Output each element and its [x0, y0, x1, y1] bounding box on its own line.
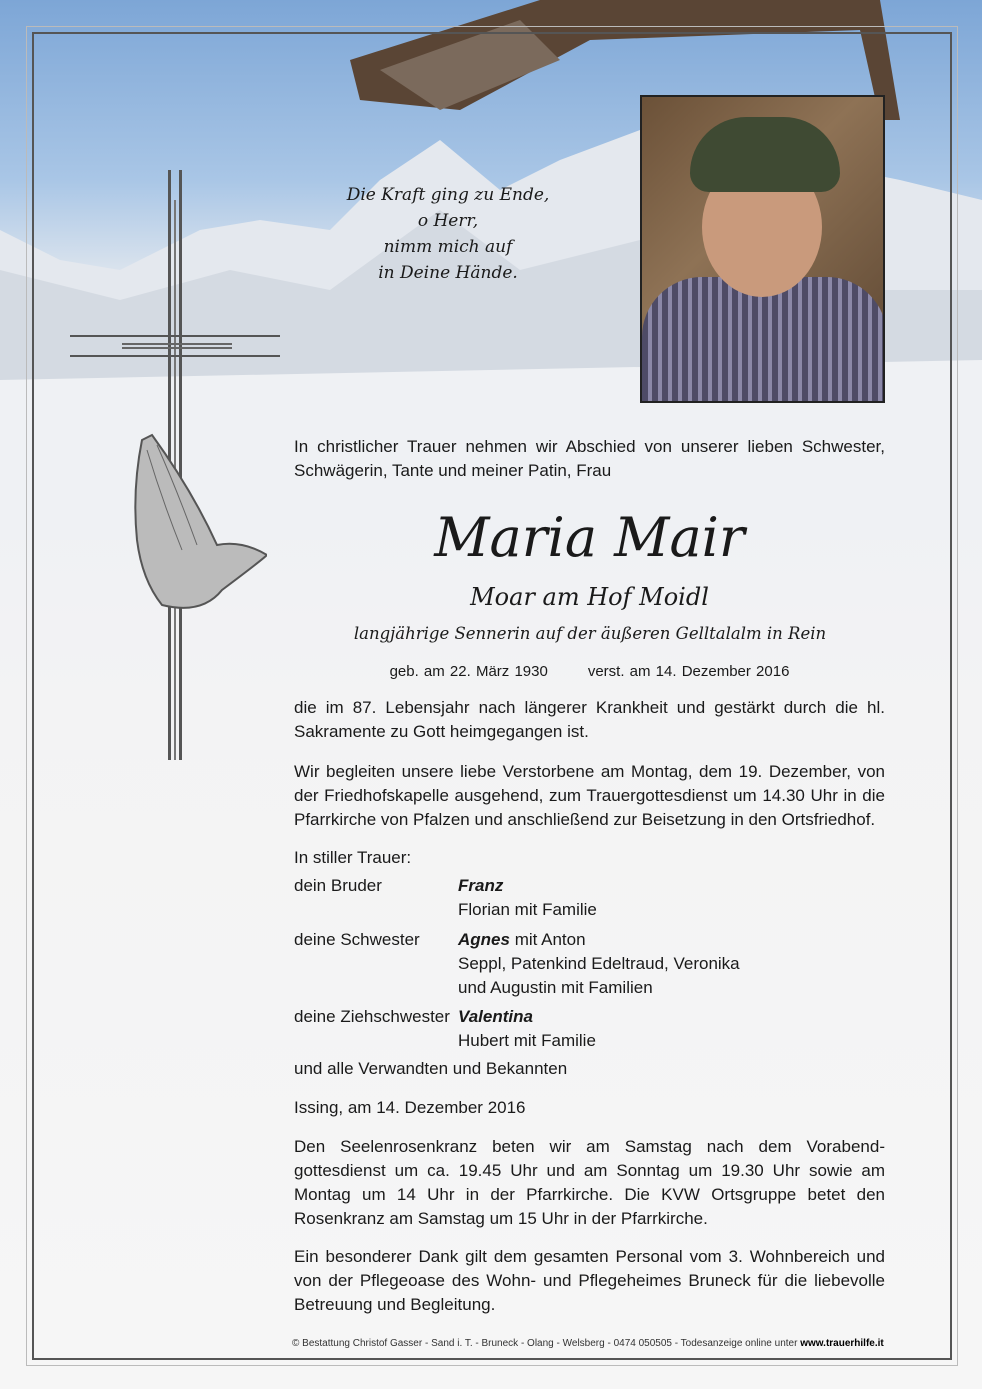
poem: [330, 182, 566, 286]
death-date: verst. am 14. Dezember 2016: [587, 663, 790, 680]
footer: [292, 1338, 884, 1349]
poem-line: nimm mich auf: [383, 237, 513, 257]
mourning-heading: In stiller Trauer:: [294, 848, 412, 867]
family-name: Agnes: [458, 930, 510, 949]
family-name: Franz: [458, 876, 504, 895]
praying-hands-icon: [122, 430, 267, 615]
family-name: Valentina: [458, 1007, 533, 1026]
life-dates: [294, 660, 885, 684]
footer-text: © Bestattung Christof Gasser - Sand i. T. - Bruneck - Olang - Welsberg - 0474 050505 - Todesanzeige online unter: [292, 1338, 801, 1349]
paragraph-2: Wir begleiten unsere liebe Verstorbene am Montag, dem 19. Dezember, von der Friedhofskapelle ausgehend, zum Trauergottesdienst um 14.30 Uhr in die Pfarrkirche von Pfalzen und anschließend zur Beisetzung in den Ortsfriedhof.: [294, 762, 885, 829]
family-line: Seppl, Patenkind Edeltraud, Veronika: [458, 954, 740, 973]
deceased-name: Maria Mair: [434, 506, 745, 569]
paragraph-1: die im 87. Lebensjahr nach längerer Krankheit und gestärkt durch die hl. Sakramente zu Gott heimgegangen ist.: [294, 698, 885, 741]
poem-line: o Herr,: [417, 211, 479, 231]
birth-date: geb. am 22. März 1930: [389, 663, 548, 680]
subtitle: Moar am Hof Moidl: [470, 583, 709, 611]
poem-line: in Deine Hände.: [378, 263, 518, 283]
occupation: langjährige Sennerin auf der äußeren Gelltalalm in Rein: [353, 624, 827, 643]
relatives: und alle Verwandten und Bekannten: [294, 1059, 568, 1078]
family-label: deine Ziehschwester: [294, 1007, 450, 1026]
portrait-photo: [640, 95, 885, 403]
family-label: dein Bruder: [294, 876, 382, 895]
footer-link[interactable]: www.trauerhilfe.it: [800, 1338, 884, 1349]
intro-text: In christlicher Trauer nehmen wir Abschied von unserer lieben Schwester, Schwägerin, Tante und meiner Patin, Frau: [294, 437, 885, 480]
family-label: deine Schwester: [294, 930, 420, 949]
cross-bar-inner: [122, 343, 232, 349]
paragraph-4: Ein besonderer Dank gilt dem gesamten Personal vom 3. Wohnbereich und von der Pflegeoase des Wohn- und Pflegeheimes Bruneck für die liebevolle Betreuung und Begleitung.: [294, 1247, 885, 1314]
family-line: und Augustin mit Familien: [458, 978, 653, 997]
place-date: Issing, am 14. Dezember 2016: [294, 1098, 526, 1117]
family-rest: mit Anton: [509, 930, 586, 949]
paragraph-3: Den Seelenrosenkranz beten wir am Samstag nach dem Vorabend-gottesdienst um ca. 19.45 Uhr und am Sonntag um 19.30 Uhr sowie am Montag um 14 Uhr in der Pfarrkirche. Die KVW Ortsgruppe betet den Rosenkranz am Samstag um 15 Uhr in der Pfarrkirche.: [294, 1137, 885, 1228]
family-line: Hubert mit Familie: [458, 1031, 596, 1050]
family-line: Florian mit Familie: [458, 900, 597, 919]
poem-line: Die Kraft ging zu Ende,: [346, 185, 550, 205]
